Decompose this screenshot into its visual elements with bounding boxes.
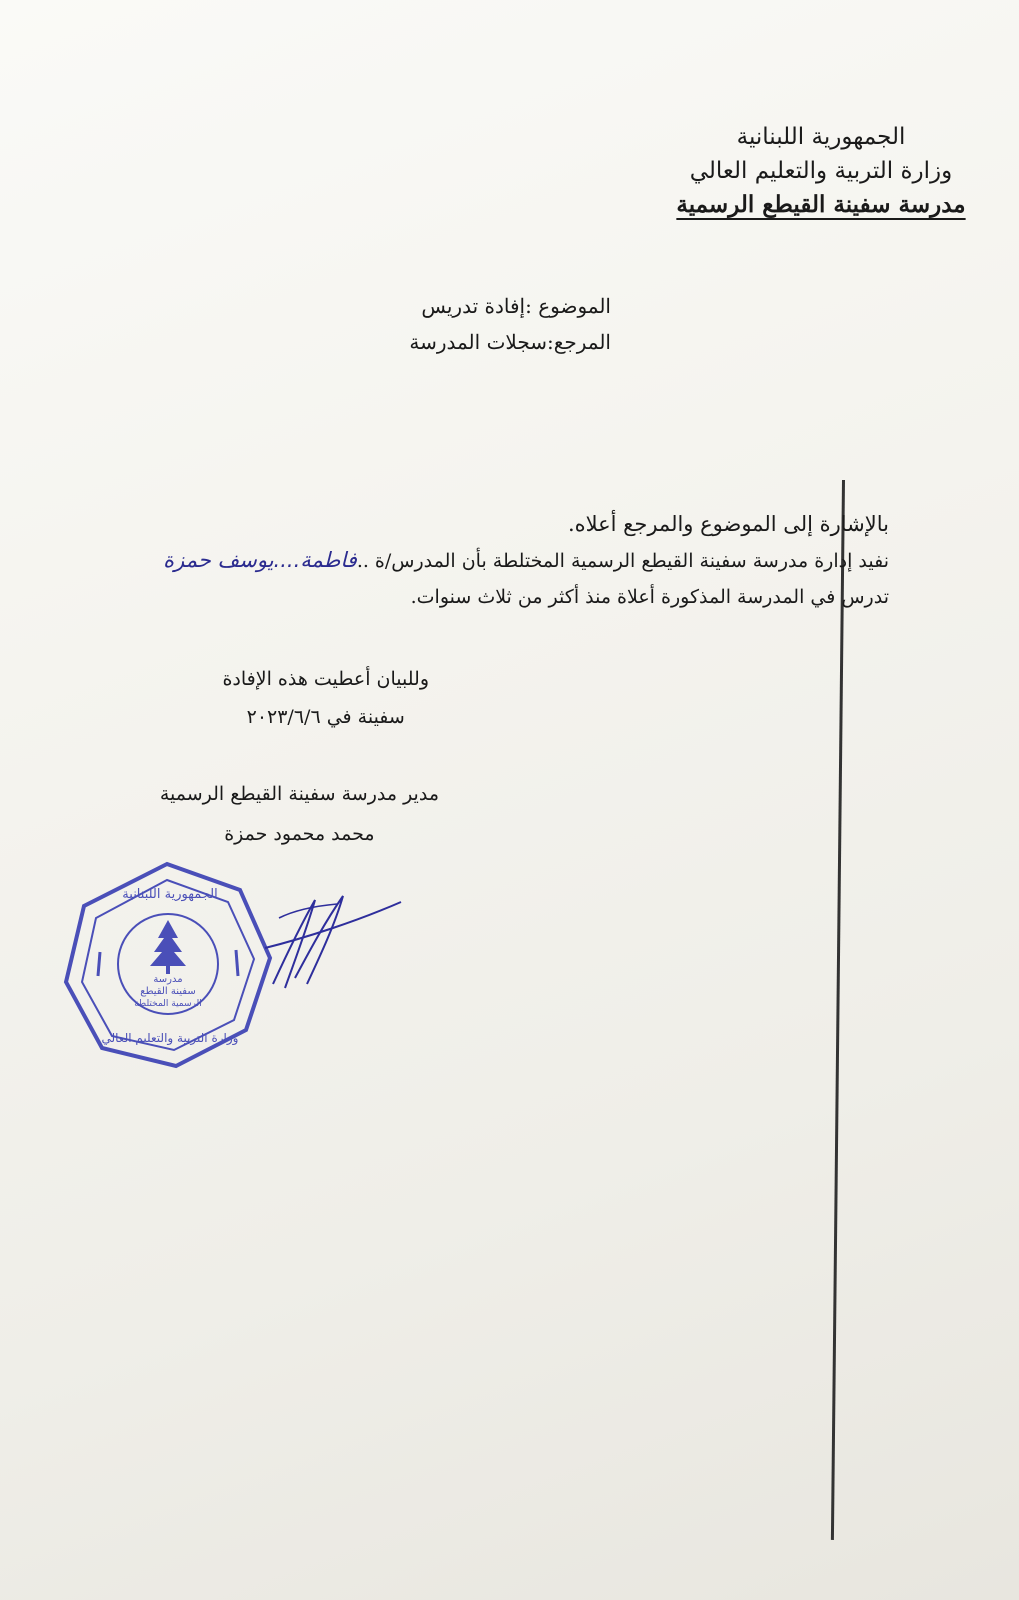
- subject-reference: المرجع:سجلات المدرسة: [409, 330, 611, 354]
- stamp-inner-bar-left: [98, 952, 100, 976]
- signatory-block: [160, 774, 439, 854]
- signatory-name: محمد محمود حمزة: [224, 823, 375, 845]
- stamp-outer-text-bottom: وزارة التربية والتعليم العالي: [101, 1031, 239, 1045]
- letterhead: [631, 120, 1011, 222]
- letterhead-school: مدرسة سفينة القيطع الرسمية: [676, 191, 966, 218]
- subject-topic: الموضوع :إفادة تدريس: [421, 294, 611, 318]
- letter-body: [19, 506, 889, 615]
- margin-line: [831, 480, 845, 1540]
- handwritten-signature: [255, 888, 405, 998]
- subject-block: [409, 288, 611, 360]
- letterhead-country: الجمهورية اللبنانية: [736, 124, 906, 150]
- closing-statement: وللبيان أعطيت هذه الإفادة: [222, 668, 429, 690]
- body-line-2: [19, 542, 889, 579]
- closing-block: [222, 660, 429, 736]
- cedar-icon: [150, 920, 186, 974]
- stamp-inner-bar-right: [236, 950, 238, 976]
- body-line-2-text: نفيد إدارة مدرسة سفينة القيطع الرسمية المختلطة بأن المدرس/ة ..: [356, 550, 889, 572]
- letterhead-ministry: وزارة التربية والتعليم العالي: [689, 158, 953, 184]
- stamp-inner-text-1: مدرسة: [153, 974, 183, 985]
- stamp-outer-text-top: الجمهورية اللبنانية: [122, 887, 218, 902]
- body-line-3: تدرس في المدرسة المذكورة أعلاة منذ أكثر من ثلاث سنوات.: [410, 586, 889, 608]
- official-stamp: [58, 858, 276, 1072]
- teacher-name-handwritten: فاطمة....يوسف حمزة: [163, 548, 357, 572]
- closing-place-date: سفينة في ٢٠٢٣/٦/٦: [246, 706, 405, 728]
- body-line-1: بالإشارة إلى الموضوع والمرجع أعلاه.: [567, 512, 889, 536]
- signatory-title: مدير مدرسة سفينة القيطع الرسمية: [159, 783, 439, 805]
- stamp-inner-text-3: الرسمية المختلطة: [134, 999, 202, 1009]
- stamp-inner-text-2: سفينة القيطع: [140, 986, 196, 997]
